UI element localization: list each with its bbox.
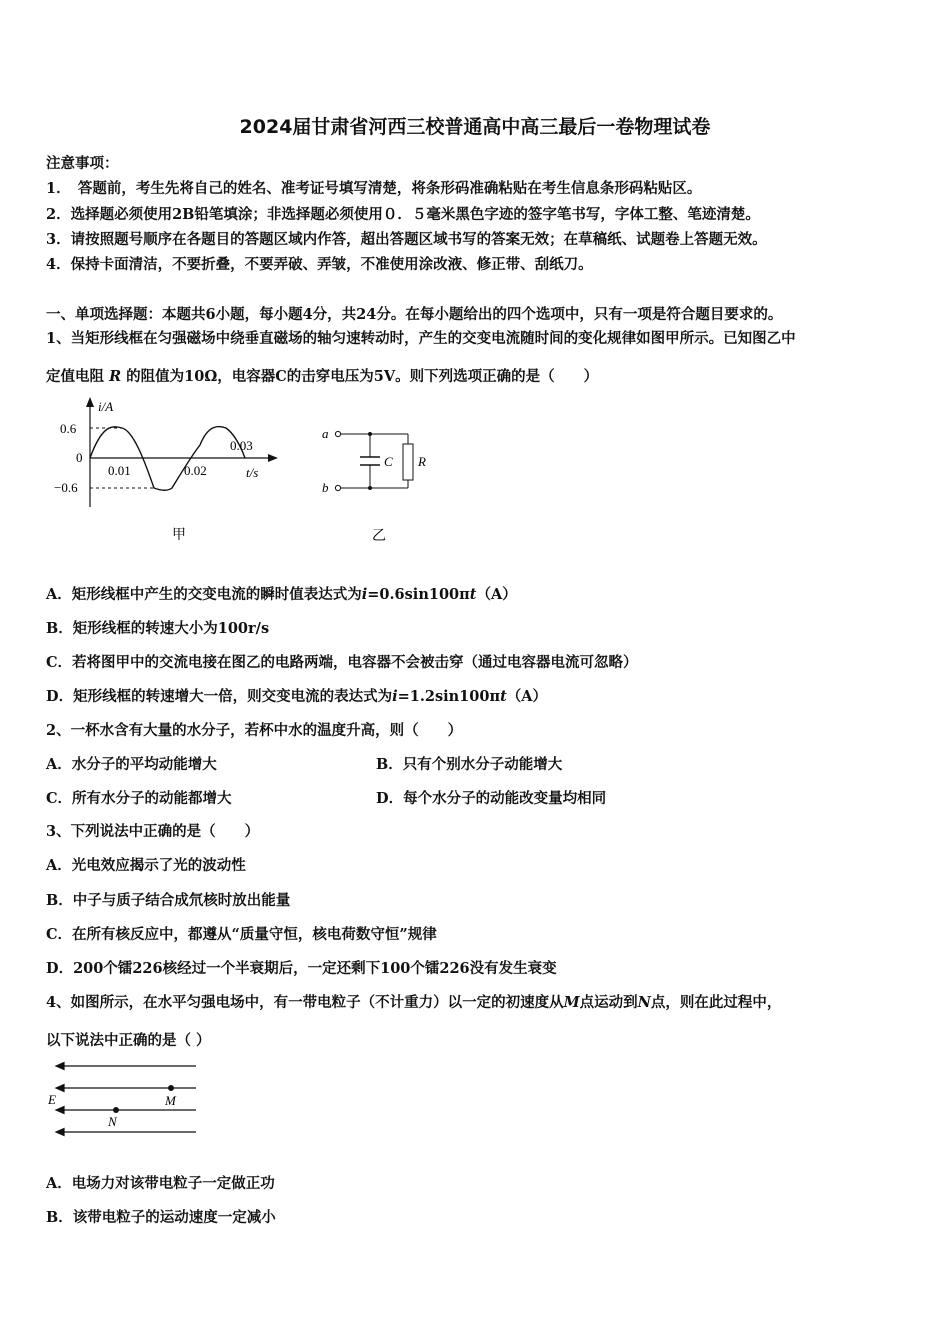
q3-option-a: A．光电效应揭示了光的波动性 bbox=[46, 857, 246, 874]
label-E: E bbox=[48, 1092, 56, 1107]
field-arrow-1 bbox=[56, 1063, 64, 1070]
q1-stem-text-2: 的阻值为10Ω，电容器C的击穿电压为5V。则下列选项正确的是（ ） bbox=[121, 368, 599, 385]
q3-option-d: D．200个镭226核经过一个半衰期后，一定还剩下100个镭226没有发生衰变 bbox=[46, 960, 557, 977]
y-zero-label: 0 bbox=[76, 450, 83, 465]
q1-option-a-i: i bbox=[361, 586, 368, 603]
q1-option-a-unit: （A） bbox=[476, 586, 517, 603]
q1-option-d-t: t bbox=[500, 688, 507, 705]
capacitor-label: C bbox=[384, 454, 393, 469]
field-arrow-2 bbox=[56, 1085, 64, 1092]
q2-option-a: A．水分子的平均动能增大 bbox=[46, 756, 217, 773]
notice-item-2: 2．选择题必须使用2B铅笔填涂；非选择题必须使用０．５毫米黑色字迹的签字笔书写，字体工整、笔迹清楚。 bbox=[46, 206, 760, 223]
notice-heading: 注意事项： bbox=[46, 155, 119, 172]
figure-electric-field bbox=[44, 1058, 204, 1143]
x-t2-label: 0.02 bbox=[184, 463, 207, 478]
figure-jia-sine-graph bbox=[50, 395, 280, 545]
q4-option-a: A．电场力对该带电粒子一定做正功 bbox=[46, 1175, 275, 1192]
y-axis-arrow bbox=[86, 397, 94, 407]
field-arrow-3 bbox=[56, 1107, 64, 1114]
q2-option-d: D．每个水分子的动能改变量均相同 bbox=[376, 790, 607, 807]
q4-stem-M: M bbox=[563, 994, 580, 1011]
label-M: M bbox=[165, 1093, 176, 1108]
q4-stem-text-2: 点运动到 bbox=[579, 994, 638, 1011]
q1-option-d-expr: =1.2sin100π bbox=[397, 688, 501, 705]
q1-option-d-unit: （A） bbox=[506, 688, 548, 705]
x-axis-arrow bbox=[268, 454, 278, 462]
q1-option-d-i: i bbox=[392, 688, 398, 705]
terminal-b bbox=[335, 485, 340, 490]
q1-stem-line2 bbox=[46, 365, 598, 386]
section-heading: 一、单项选择题：本题共6小题，每小题4分，共24分。在每小题给出的四个选项中，只有一项是符合题目要求的。 bbox=[46, 306, 783, 323]
label-N: N bbox=[108, 1114, 117, 1129]
notice-item-1: 1． 答题前，考生先将自己的姓名、准考证号填写清楚，将条形码准确粘贴在考生信息条形码粘贴区。 bbox=[46, 180, 702, 197]
resistor-label: R bbox=[418, 454, 426, 469]
y-bottom-label: −0.6 bbox=[54, 480, 78, 495]
q1-stem-text: 定值电阻 bbox=[46, 368, 110, 385]
q2-stem: 2、一杯水含有大量的水分子，若杯中水的温度升高，则（ ） bbox=[46, 722, 463, 739]
point-N bbox=[113, 1107, 119, 1113]
q1-option-c: C．若将图甲中的交流电接在图乙的电路两端，电容器不会被击穿（通过电容器电流可忽略） bbox=[46, 654, 638, 671]
x-t1-label: 0.01 bbox=[108, 463, 131, 478]
q1-stem-line1: 1、当矩形线框在匀强磁场中绕垂直磁场的轴匀速转动时，产生的交变电流随时间的变化规律如图甲所示。已知图乙中 bbox=[46, 330, 796, 347]
node-a-label: a bbox=[322, 426, 329, 441]
q1-option-a bbox=[46, 583, 517, 604]
y-top-label: 0.6 bbox=[60, 421, 77, 436]
notice-item-3: 3．请按照题号顺序在各题目的答题区域内作答，超出答题区域书写的答案无效；在草稿纸、试题卷上答题无效。 bbox=[46, 231, 767, 248]
q2-option-b: B．只有个别水分子动能增大 bbox=[376, 756, 563, 773]
q3-option-c: C．在所有核反应中，都遵从“质量守恒，核电荷数守恒”规律 bbox=[46, 926, 437, 943]
x-axis-label: t/s bbox=[246, 465, 259, 480]
q4-stem-text: 4、如图所示，在水平匀强电场中，有一带电粒子（不计重力）以一定的初速度从 bbox=[46, 994, 564, 1011]
resistor bbox=[403, 444, 413, 480]
figure-yi-circuit bbox=[318, 410, 448, 545]
q4-stem-line1 bbox=[46, 991, 781, 1012]
notice-item-4: 4．保持卡面清洁，不要折叠，不要弄破、弄皱，不准使用涂改液、修正带、刮纸刀。 bbox=[46, 256, 593, 273]
q1-option-d bbox=[46, 685, 547, 706]
figure-jia-caption: 甲 bbox=[172, 528, 186, 543]
q1-option-a-expr: =0.6sin100π bbox=[367, 586, 470, 603]
q1-option-b: B．矩形线框的转速大小为100r/s bbox=[46, 620, 270, 637]
q4-stem-line2: 以下说法中正确的是（ ） bbox=[46, 1032, 211, 1049]
terminal-a bbox=[335, 431, 340, 436]
q4-stem-text-3: 点，则在此过程中， bbox=[650, 994, 782, 1011]
y-axis-label: i/A bbox=[98, 399, 114, 414]
q3-stem: 3、下列说法中正确的是（ ） bbox=[46, 823, 260, 840]
point-M bbox=[168, 1085, 174, 1091]
q1-option-a-text: A．矩形线框中产生的交变电流的瞬时值表达式为 bbox=[46, 586, 362, 603]
node-b-label: b bbox=[322, 480, 329, 495]
x-t3-label: 0.03 bbox=[230, 438, 253, 453]
q1-option-d-text: D．矩形线框的转速增大一倍，则交变电流的表达式为 bbox=[46, 688, 393, 705]
q3-option-b: B．中子与质子结合成氘核时放出能量 bbox=[46, 892, 291, 909]
q1-stem-R: R bbox=[109, 368, 122, 385]
field-arrow-4 bbox=[56, 1129, 64, 1136]
q4-option-b: B．该带电粒子的运动速度一定减小 bbox=[46, 1209, 276, 1226]
q2-option-c: C．所有水分子的动能都增大 bbox=[46, 790, 232, 807]
q4-stem-N: N bbox=[637, 994, 651, 1011]
q1-option-a-t: t bbox=[469, 586, 477, 603]
page-title: 2024届甘肃省河西三校普通高中高三最后一卷物理试卷 bbox=[239, 116, 711, 138]
figure-yi-caption: 乙 bbox=[372, 529, 386, 544]
